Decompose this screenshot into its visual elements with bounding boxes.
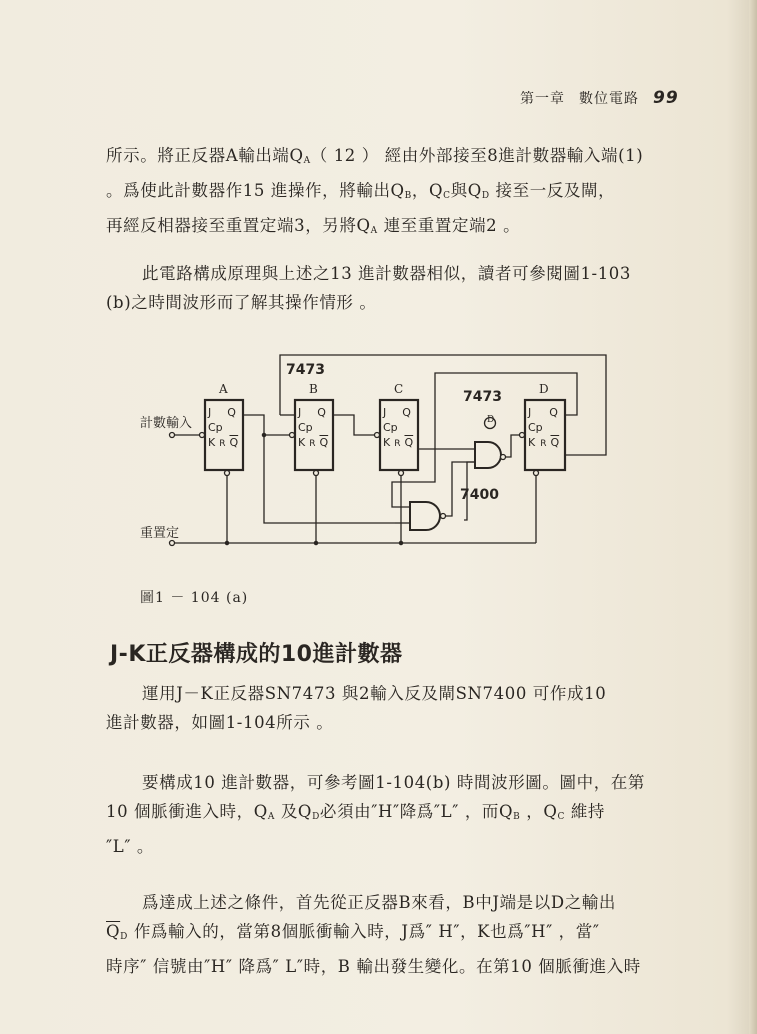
paragraph-4 — [106, 768, 696, 861]
ic-label-7473-2: 7473 — [463, 389, 502, 405]
pin-r: R — [309, 439, 316, 449]
pin-j: J — [298, 406, 302, 419]
pin-j: J — [528, 406, 532, 419]
text-run: ，Q — [411, 181, 444, 200]
ff-d-pins — [528, 405, 559, 452]
text-run: $\overline{Q}$ — [106, 922, 121, 941]
ff-d-label: D — [539, 382, 549, 396]
subscript: C — [443, 191, 451, 201]
text-run: 接至一反及閘， — [489, 181, 616, 200]
counter-circuit-diagram — [130, 345, 630, 560]
text-run: 連至重置定端2 。 — [377, 216, 521, 235]
pin-qbar: $\overline{Q}$ — [319, 436, 329, 449]
paragraph-2 — [106, 259, 696, 317]
subscript: C — [557, 812, 565, 822]
pin-r: R — [394, 439, 401, 449]
pin-k: K — [528, 436, 536, 449]
text-run: 維持 — [564, 802, 606, 821]
section-title: J-K正反器構成的10進計數器 — [110, 642, 403, 667]
text-line: (b)之時間波形而了解其操作情形 。 — [106, 293, 377, 312]
text-run: 及Q — [274, 802, 313, 821]
pin-j: J — [208, 406, 212, 419]
node-d-label: D — [487, 415, 495, 425]
text-run: 再經反相器接至重置定端3，另將Q — [106, 216, 371, 235]
subscript: D — [120, 932, 128, 942]
pin-k: K — [208, 436, 216, 449]
text-run: 必須由″H″降爲″L″ ，而Q — [319, 802, 514, 821]
subscript: D — [481, 191, 490, 201]
text-run: 所示。將正反器A輸出端Q — [106, 146, 304, 165]
text-line: 時序″ 信號由″H″ 降爲″ L″時，B 輸出發生變化。在第10 個脈衝進入時 — [106, 957, 641, 976]
pin-q: Q — [549, 406, 558, 419]
pin-k: K — [298, 436, 306, 449]
text-line: 爲達成上述之條件，首先從正反器B來看，B中J端是以D之輸出 — [142, 893, 616, 912]
text-run: 。爲使此計數器作15 進操作，將輸出Q — [106, 181, 405, 200]
page-number: 99 — [653, 88, 679, 108]
ff-a-label: A — [219, 382, 228, 396]
pin-cp: Cp — [528, 421, 543, 434]
subscript: B — [404, 191, 412, 201]
pin-q: Q — [317, 406, 326, 419]
ic-label-7400: 7400 — [460, 487, 499, 503]
subscript: D — [312, 812, 320, 822]
text-run: ，Q — [520, 802, 558, 821]
reset-label: 重置定 — [140, 526, 180, 541]
pin-qbar: $\overline{Q}$ — [229, 436, 239, 449]
text-line: 進計數器，如圖1-104所示 。 — [106, 713, 334, 732]
subscript: A — [303, 156, 311, 166]
text-line: 運用J－K正反器SN7473 與2輸入反及閘SN7400 可作成10 — [142, 684, 607, 703]
ff-c-label: C — [394, 382, 404, 396]
count-input-label: 計數輸入 — [140, 416, 193, 431]
chapter-title: 數位電路 — [579, 91, 639, 107]
figure-caption: 圖1 － 104 (a) — [140, 590, 249, 606]
page-edge-shadow — [749, 0, 757, 1034]
pin-qbar: $\overline{Q}$ — [404, 436, 414, 449]
pin-q: Q — [402, 406, 411, 419]
ff-b-label: B — [309, 382, 318, 396]
paragraph-5 — [106, 888, 696, 981]
text-run: （ 12 ） 經由外部接至8進計數器輸入端(1) — [310, 146, 644, 165]
text-line: ″L″ 。 — [106, 837, 155, 856]
text-run: 作爲輸入的，當第8個脈衝輸入時，J爲″ H″，K也爲″H″ ，當″ — [127, 922, 600, 941]
ff-b-pins — [298, 405, 328, 452]
pin-r: R — [219, 439, 226, 449]
pin-cp: Cp — [208, 421, 223, 434]
ic-label-7473-1: 7473 — [286, 362, 325, 378]
ff-c-pins — [383, 405, 413, 452]
text-line: 此電路構成原理與上述之13 進計數器相似，讀者可參閱圖1-103 — [142, 264, 632, 283]
chapter-label: 第一章 — [520, 91, 565, 107]
text-line: 要構成10 進計數器，可參考圖1-104(b) 時間波形圖。圖中，在第 — [142, 773, 645, 792]
pin-qbar: $\overline{Q}$ — [550, 436, 560, 449]
pin-k: K — [383, 436, 391, 449]
pin-r: R — [540, 439, 547, 449]
paragraph-1 — [106, 141, 696, 246]
subscript: A — [267, 812, 275, 822]
ff-a-pins — [208, 405, 238, 452]
paragraph-3 — [106, 679, 696, 737]
pin-j: J — [383, 406, 387, 419]
running-header — [520, 88, 679, 108]
pin-q: Q — [227, 406, 236, 419]
text-run: 與Q — [450, 181, 482, 200]
pin-cp: Cp — [383, 421, 398, 434]
subscript: B — [513, 812, 521, 822]
pin-cp: Cp — [298, 421, 313, 434]
text-run: 10 個脈衝進入時，Q — [106, 802, 268, 821]
subscript: A — [370, 226, 378, 236]
